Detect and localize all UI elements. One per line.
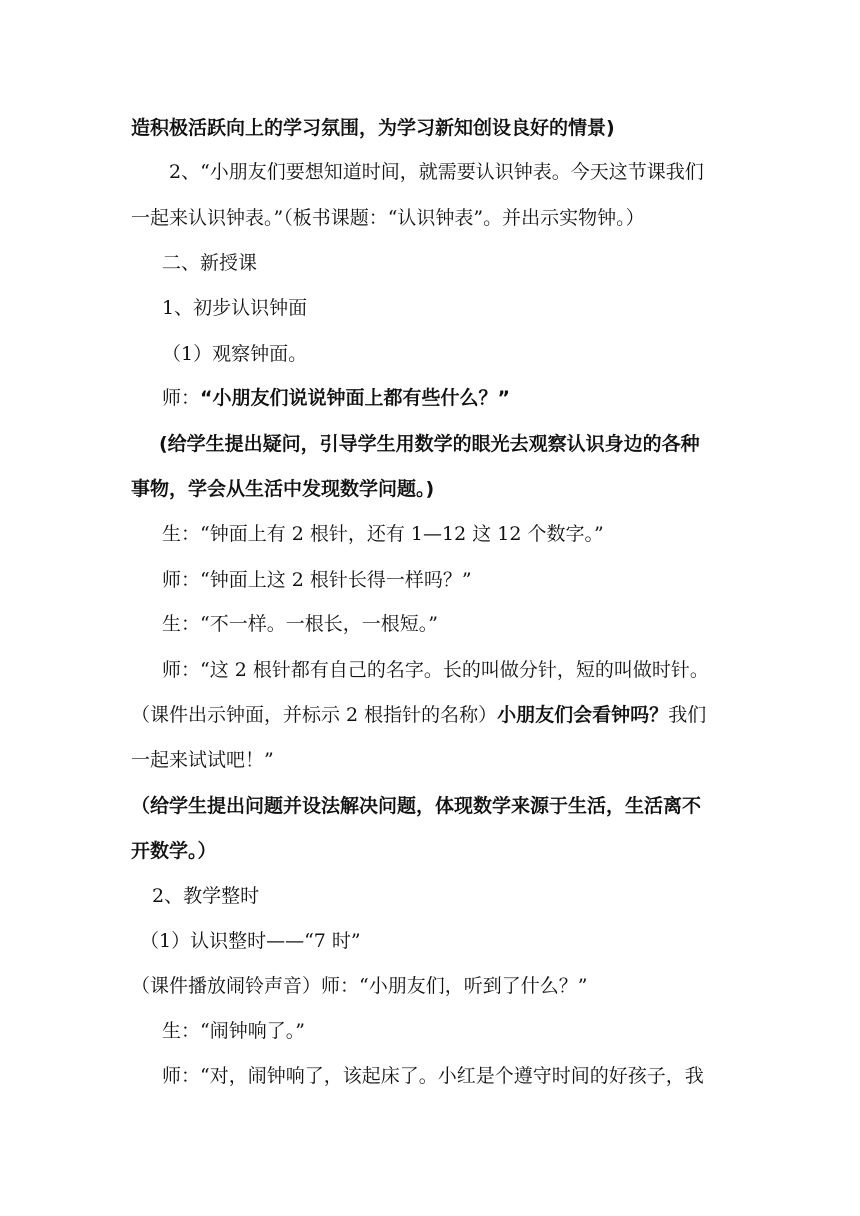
subsection-heading: （1）观察钟面。 xyxy=(162,343,308,365)
paragraph-line: 2、“小朋友们要想知道时间，就需要认识钟表。今天这节课我们 xyxy=(169,161,704,183)
dialogue-line: 一起来试试吧！” xyxy=(131,749,274,771)
speaker-label: 师： xyxy=(162,387,201,409)
dialogue-line xyxy=(162,386,860,410)
commentary-line: 开数学。） xyxy=(131,840,217,862)
dialogue-line: 师：“这 2 根针都有自己的名字。长的叫做分针，短的叫做时针。 xyxy=(162,659,709,681)
dialogue-line: 师：“钟面上这 2 根针长得一样吗？” xyxy=(162,569,472,591)
commentary-line: (给学生提出疑问，引导学生用数学的眼光去观察认识身边的各种 xyxy=(159,433,700,455)
dialogue-line: 生：“闹钟响了。” xyxy=(162,1020,305,1042)
subsection-heading: 2、教学整时 xyxy=(152,885,260,907)
dialogue-line: 生：“钟面上有 2 根针，还有 1—12 这 12 个数字。” xyxy=(162,523,604,545)
commentary-line: 事物，学会从生活中发现数学问题。) xyxy=(131,478,435,500)
dialogue-line: （课件播放闹铃声音）师：“小朋友们，听到了什么？” xyxy=(131,975,588,997)
subsection-heading: （1）认识整时——“7 时” xyxy=(140,930,361,952)
commentary-line: （给学生提出问题并设法解决问题，体现数学来源于生活，生活离不 xyxy=(131,795,702,817)
paragraph-line: 一起来认识钟表。”（板书课题：“认识钟表”。并出示实物钟。） xyxy=(131,207,645,229)
dialogue-line: 生：“不一样。一根长，一根短。” xyxy=(162,613,438,635)
section-heading: 二、新授课 xyxy=(162,252,258,274)
bold-question: 小朋友们会看钟吗？ xyxy=(497,704,669,726)
line-suffix: 我们 xyxy=(668,704,707,726)
dialogue-line: 师：“对，闹钟响了，该起床了。小红是个遵守时间的好孩子，我 xyxy=(162,1065,704,1087)
subsection-heading: 1、初步认识钟面 xyxy=(162,297,308,319)
dialogue-line xyxy=(131,703,860,727)
bold-quote: “小朋友们说说钟面上都有些什么？” xyxy=(200,387,510,409)
courseware-note: （课件出示钟面，并标示 2 根指针的名称） xyxy=(131,704,498,726)
paragraph-line: 造积极活跃向上的学习氛围，为学习新知创设良好的情景) xyxy=(131,117,615,139)
